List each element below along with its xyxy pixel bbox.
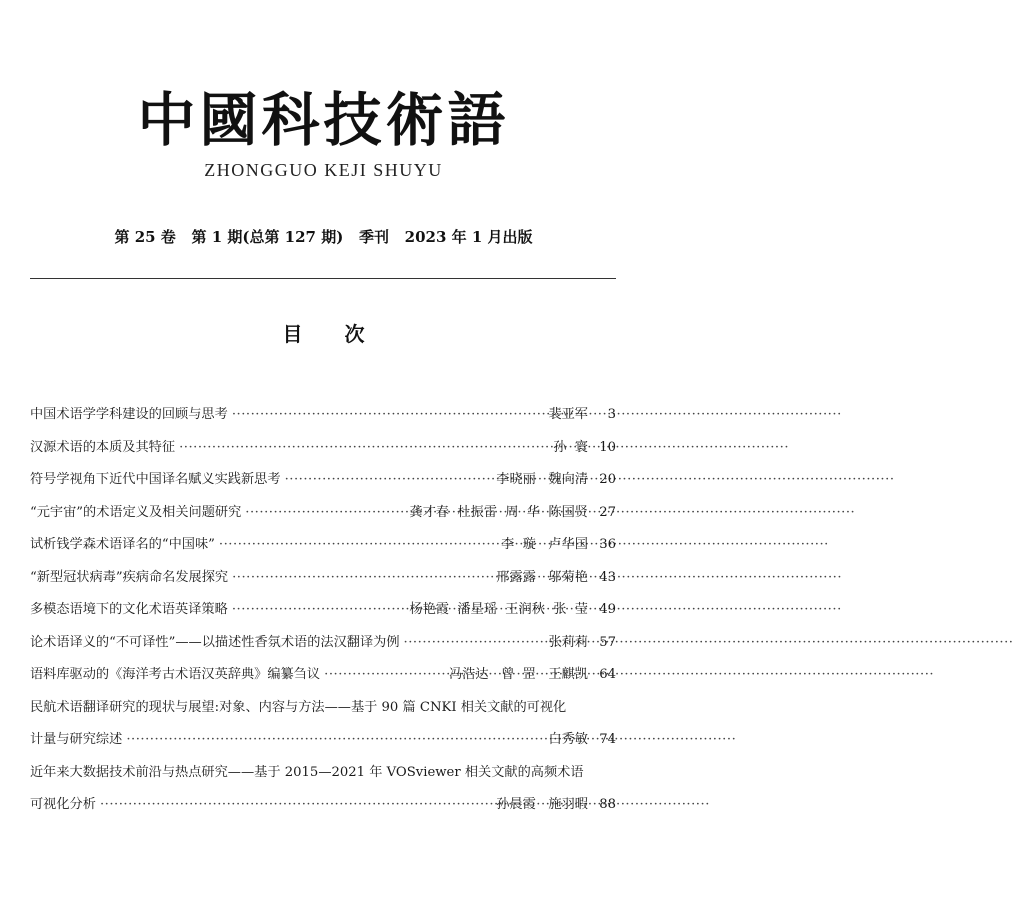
header-divider: [30, 278, 616, 279]
toc-entry-title[interactable]: 试析钱学森术语译名的“中国味”: [30, 537, 215, 552]
toc-entry-authors: 裴亚军: [548, 407, 588, 422]
toc-entry-page[interactable]: 20: [599, 472, 616, 487]
toc-entry-page[interactable]: 3: [607, 407, 616, 422]
leader-dots: [126, 724, 544, 757]
leader-dots: [179, 432, 549, 465]
toc-entry-title[interactable]: “新型冠状病毒”疾病命名发展探究: [30, 569, 229, 585]
toc-entry[interactable]: [30, 757, 616, 822]
toc-entry[interactable]: [30, 692, 616, 757]
toc-entry-page[interactable]: 36: [599, 537, 616, 552]
toc-entry-page[interactable]: 49: [599, 602, 616, 617]
toc-entry-title[interactable]: 民航术语翻译研究的现状与展望:对象、内容与方法——基于 90 篇 CNKI 相关文献的可视化: [30, 699, 567, 715]
toc-entry-title-continued[interactable]: 计量与研究综述: [30, 732, 123, 747]
toc-entry[interactable]: [30, 627, 616, 660]
leader-dots: [324, 659, 445, 692]
toc-entry[interactable]: [30, 497, 616, 530]
leader-dots: [219, 529, 497, 562]
toc-entry[interactable]: [30, 529, 616, 562]
toc-entry-page[interactable]: 27: [599, 504, 616, 520]
leader-dots: [100, 789, 492, 822]
toc-entry[interactable]: [30, 432, 616, 465]
toc-entry-page[interactable]: 64: [599, 667, 616, 682]
toc-entry-page[interactable]: 10: [599, 439, 616, 455]
leader-dots: [232, 399, 545, 432]
toc-entry-title[interactable]: 论术语译义的“不可译性”——以描述性香氛术语的法汉翻译为例: [30, 634, 400, 650]
toc-entry-authors: 李晓丽 魏向清: [496, 472, 588, 487]
toc-entry[interactable]: [30, 464, 616, 497]
toc-entry-title[interactable]: 近年来大数据技术前沿与热点研究——基于 2015—2021 年 VOSviewer 相关文献的高频术语: [30, 764, 584, 780]
issue-info: 第 25 卷 第 1 期(总第 127 期) 季刊 2023 年 1 月出版: [114, 228, 533, 246]
toc-entry-page[interactable]: 74: [599, 732, 616, 747]
toc-entry-title[interactable]: “元宇宙”的术语定义及相关问题研究: [30, 504, 242, 520]
toc-entry[interactable]: [30, 562, 616, 595]
toc-entry-title[interactable]: 符号学视角下近代中国译名赋义实践新思考: [30, 472, 281, 487]
journal-pinyin-title: ZHONGGUO KEJI SHUYU: [204, 160, 443, 180]
leader-dots: [404, 627, 545, 660]
toc-entry-page[interactable]: 88: [599, 797, 616, 812]
toc-entry-authors: 杨艳霞 潘星瑶 王润秋 张 莹: [409, 602, 588, 617]
toc-entry-page[interactable]: 57: [599, 634, 616, 650]
toc-entry-authors: 孙晨霞 施羽暇: [496, 797, 588, 812]
toc-entry-authors: 邢露露 邬菊艳: [496, 569, 588, 585]
leader-dots: [245, 497, 405, 530]
toc-entry-authors: 张莉莉: [548, 634, 588, 650]
toc-entry[interactable]: [30, 399, 616, 432]
toc-entry-title[interactable]: 语料库驱动的《海洋考古术语汉英辞典》编纂刍议: [30, 667, 321, 682]
leader-dots: [232, 594, 406, 627]
toc-entry-title-continued[interactable]: 可视化分析: [30, 797, 96, 812]
toc-entry-authors: 白秀敏: [548, 732, 588, 747]
leader-dots: [232, 562, 492, 595]
toc-entry[interactable]: [30, 594, 616, 627]
toc-entry-title[interactable]: 多模态语境下的文化术语英译策略: [30, 602, 228, 617]
toc-entry-title[interactable]: 中国术语学学科建设的回顾与思考: [30, 407, 228, 422]
toc-entry-authors: 冯浩达 曾 罡 王麒凯: [448, 667, 588, 682]
toc-entry[interactable]: [30, 659, 616, 692]
toc-entry-page[interactable]: 43: [599, 569, 616, 585]
journal-masthead: 中國科技術語: [137, 86, 510, 154]
leader-dots: [285, 464, 493, 497]
toc-entry-authors: 龚才春 杜振雷 周 华 陈国贤: [409, 504, 588, 520]
toc-entry-title[interactable]: 汉源术语的本质及其特征: [30, 439, 176, 455]
toc-entry-authors: 李 璇 卢华国: [501, 537, 588, 552]
table-of-contents: [30, 399, 616, 822]
toc-heading: 目次: [282, 322, 407, 346]
toc-entry-authors: 孙 寰: [553, 439, 588, 455]
